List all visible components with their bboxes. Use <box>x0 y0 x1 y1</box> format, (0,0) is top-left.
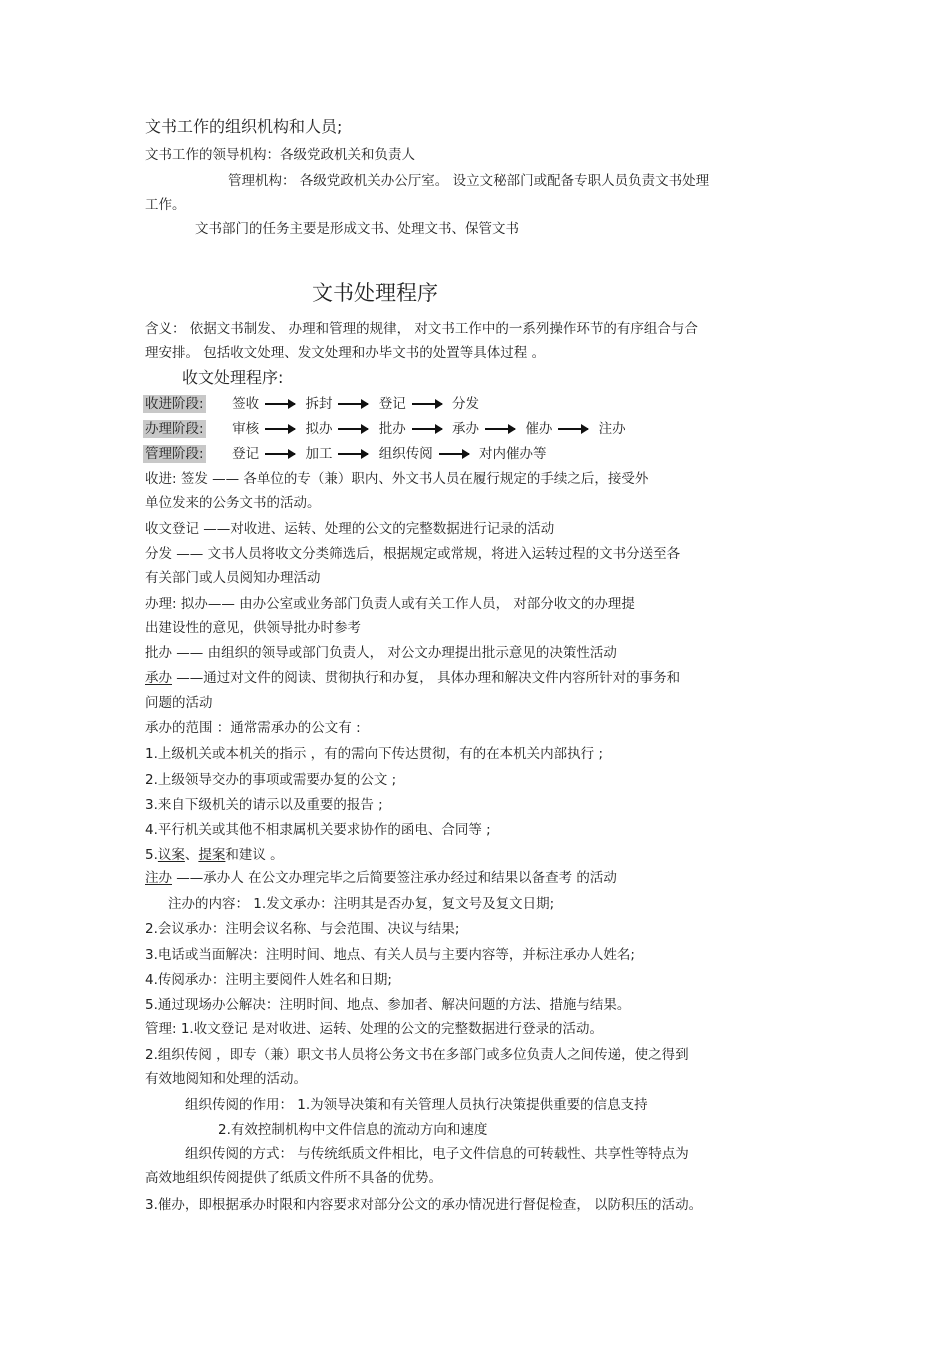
list-item: 5.通过现场办公解决：注明时间、地点、参加者、解决问题的方法、措施与结果。 <box>145 997 631 1013</box>
list-item: 3.来自下级机关的请示以及重要的报告 ; <box>145 797 383 813</box>
list-item: 2.会议承办：注明会议名称、与会范围、决议与结果; <box>145 921 460 937</box>
stage-label: 办理阶段: <box>145 421 204 437</box>
text-line: 高效地组织传阅提供了纸质文件所不具备的优势。 <box>145 1170 442 1186</box>
underlined-term: 议案 <box>157 847 185 863</box>
text-line: 有效地阅知和处理的活动。 <box>145 1071 307 1087</box>
arrow-right-icon <box>338 403 368 405</box>
text-line: 问题的活动 <box>145 695 213 711</box>
arrow-right-icon <box>265 453 295 455</box>
stage-step: 组织传阅 <box>378 446 433 462</box>
text-line: 出建设性的意见，供领导批办时参考 <box>145 620 361 636</box>
text-line: 批办 —— 由组织的领导或部门负责人， 对公文办理提出批示意见的决策性活动 <box>145 645 617 661</box>
text-line: 承办的范围 ：通常需承办的公文有 : <box>145 720 361 736</box>
text-span: ——通过对文件的阅读、贯彻执行和办复， 具体办理和解决文件内容所针对的事务和 <box>172 670 681 686</box>
text-line: 理安排。 包括收文处理、发文处理和办毕文书的处置等具体过程 。 <box>145 345 546 361</box>
text-line: 办理: 拟办—— 由办公室或业务部门负责人或有关工作人员， 对部分收文的办理提 <box>145 596 635 612</box>
text-line: 收文登记 ——对收进、运转、处理的公文的完整数据进行记录的活动 <box>145 521 555 537</box>
text-span: 和建议 。 <box>225 847 284 863</box>
list-item: 4.平行机关或其他不相隶属机关要求协作的函电、合同等 ; <box>145 822 491 838</box>
text-line <box>145 869 617 887</box>
stage-step: 拆封 <box>305 396 333 412</box>
text-line: 收进: 签发 —— 各单位的专（兼）职内、外文书人员在履行规定的手续之后，接受外 <box>145 471 649 487</box>
list-item: 4.传阅承办：注明主要阅件人姓名和日期; <box>145 972 392 988</box>
stage-step: 催办 <box>525 421 553 437</box>
text-line: 注办的内容： 1.发文承办：注明其是否办复，复文号及复文日期; <box>168 896 555 912</box>
text-line: 含义： 依据文书制发、 办理和管理的规律， 对文书工作中的一系列操作环节的有序组合与合 <box>145 321 698 337</box>
stage-step: 承办 <box>452 421 480 437</box>
stage-step: 注办 <box>598 421 626 437</box>
text-line: 分发 —— 文书人员将收文分类筛选后，根据规定或常规，将进入运转过程的文书分送至各 <box>145 546 681 562</box>
section-heading: 文书工作的组织机构和人员; <box>145 117 343 136</box>
text-line: 文书工作的领导机构：各级党政机关和负责人 <box>145 147 415 163</box>
text-span: 、 <box>184 847 199 863</box>
stage-step: 审核 <box>232 421 260 437</box>
stage-step: 批办 <box>378 421 406 437</box>
stage-label: 收进阶段: <box>145 396 204 412</box>
underlined-term: 承办 <box>145 670 172 686</box>
underlined-term: 提案 <box>198 847 226 863</box>
text-line: 单位发来的公务文书的活动。 <box>145 495 321 511</box>
page-title: 文书处理程序 <box>312 281 438 305</box>
list-item: 3.催办，即根据承办时限和内容要求对部分公文的承办情况进行督促检查， 以防积压的活动。 <box>145 1197 703 1213</box>
list-item: 1.上级机关或本机关的指示 ，有的需向下传达贯彻，有的在本机关内部执行 ; <box>145 746 604 762</box>
subsection-heading: 收文处理程序: <box>182 368 284 387</box>
arrow-right-icon <box>265 403 295 405</box>
stage-row-manage <box>143 445 547 463</box>
arrow-right-icon <box>439 453 469 455</box>
text-line: 2.有效控制机构中文件信息的流动方向和速度 <box>218 1122 488 1138</box>
underlined-term: 注办 <box>145 870 172 886</box>
stage-step: 登记 <box>232 446 260 462</box>
stage-row-receive <box>143 395 479 413</box>
text-line: 管理: 1.收文登记 是对收进、运转、处理的公文的完整数据进行登录的活动。 <box>145 1021 604 1037</box>
stage-row-handle <box>143 420 626 438</box>
arrow-right-icon <box>485 428 515 430</box>
arrow-right-icon <box>338 453 368 455</box>
stage-step: 加工 <box>305 446 333 462</box>
stage-step: 拟办 <box>305 421 333 437</box>
text-span: 5. <box>145 847 158 863</box>
list-item: 2.组织传阅 ，即专（兼）职文书人员将公务文书在多部门或多位负责人之间传递，使之得到 <box>145 1047 689 1063</box>
list-item: 3.电话或当面解决：注明时间、地点、有关人员与主要内容等，并标注承办人姓名; <box>145 947 635 963</box>
stage-label: 管理阶段: <box>145 446 204 462</box>
text-line: 组织传阅的作用： 1.为领导决策和有关管理人员执行决策提供重要的信息支持 <box>185 1097 648 1113</box>
text-line: 文书部门的任务主要是形成文书、处理文书、保管文书 <box>195 221 519 237</box>
list-item: 2.上级领导交办的事项或需要办复的公文 ; <box>145 772 397 788</box>
stage-step: 分发 <box>452 396 480 412</box>
arrow-right-icon <box>558 428 588 430</box>
text-line: 管理机构： 各级党政机关办公厅室。 设立文秘部门或配备专职人员负责文书处理 <box>228 173 710 189</box>
stage-step: 对内催办等 <box>479 446 547 462</box>
list-item <box>145 846 284 864</box>
text-line <box>145 669 680 687</box>
text-line: 有关部门或人员阅知办理活动 <box>145 570 321 586</box>
text-span: ——承办人 在公文办理完毕之后简要签注承办经过和结果以备查考 的活动 <box>172 870 617 886</box>
stage-step: 登记 <box>378 396 406 412</box>
arrow-right-icon <box>412 403 442 405</box>
text-line: 工作。 <box>145 197 186 213</box>
arrow-right-icon <box>338 428 368 430</box>
stage-step: 签收 <box>232 396 260 412</box>
arrow-right-icon <box>265 428 295 430</box>
arrow-right-icon <box>412 428 442 430</box>
text-line: 组织传阅的方式： 与传统纸质文件相比，电子文件信息的可转载性、共享性等特点为 <box>185 1146 689 1162</box>
